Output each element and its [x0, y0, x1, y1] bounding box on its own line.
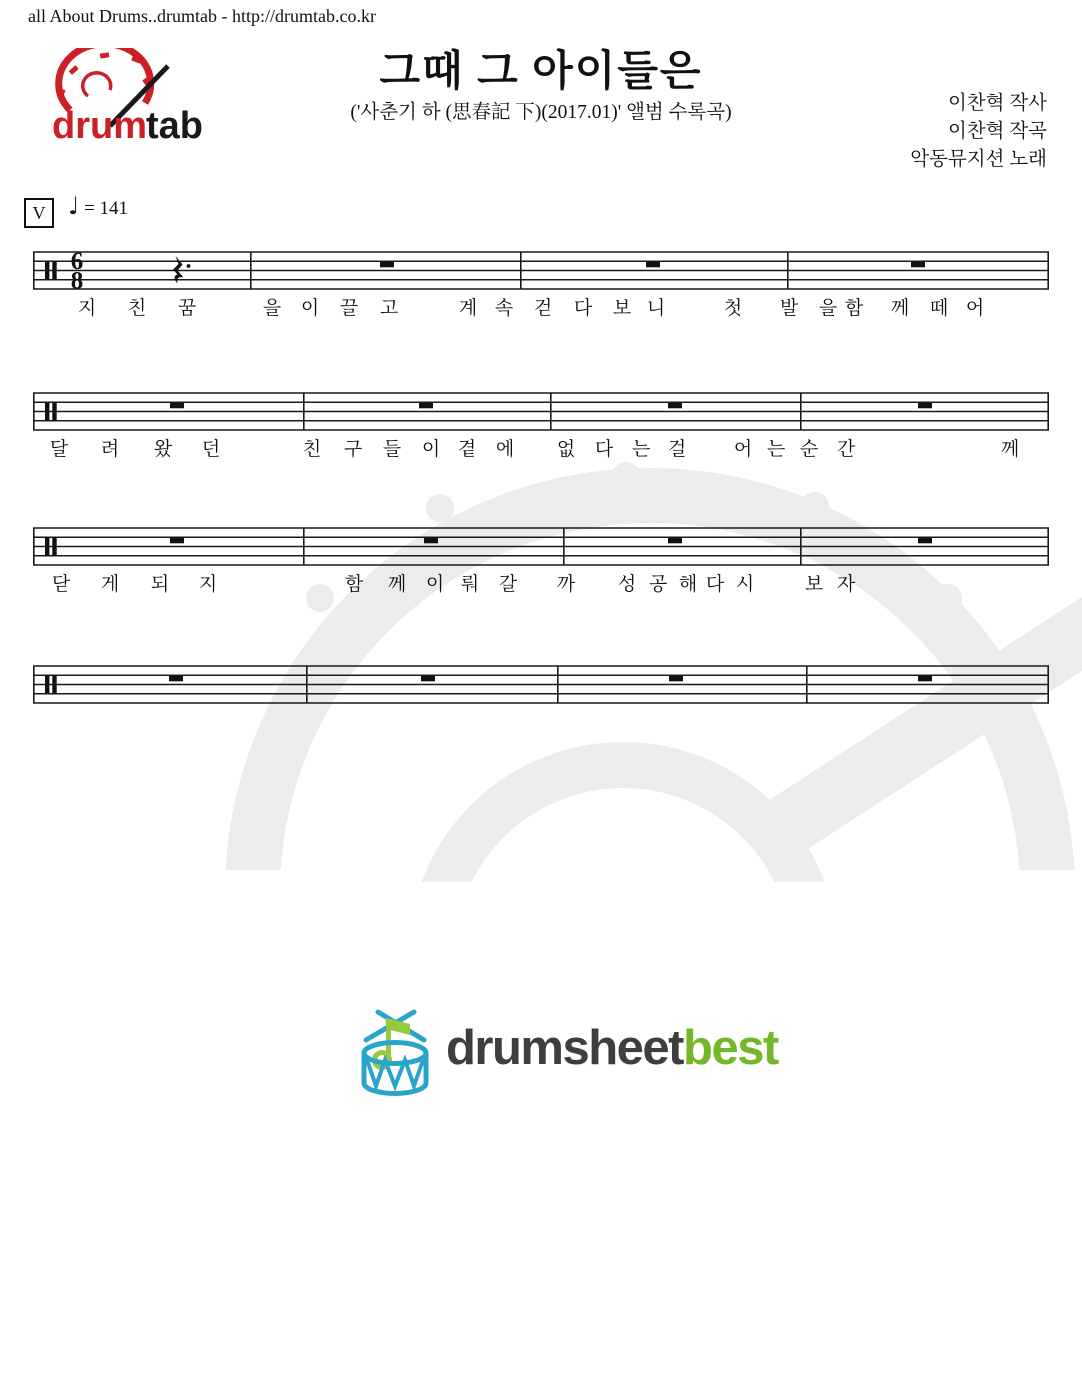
lyric-syllable: 자	[836, 574, 856, 595]
percussion-clef	[52, 261, 56, 280]
barline	[800, 393, 802, 430]
song-title: 그때 그 아이들은	[379, 49, 703, 95]
whole-measure-rest	[169, 676, 183, 681]
lyric-syllable: 해	[678, 574, 698, 595]
whole-measure-rest	[918, 403, 932, 408]
lyrics-row-2	[33, 434, 1049, 460]
percussion-clef	[45, 402, 49, 421]
system-2	[33, 392, 1049, 464]
drum-icon	[358, 998, 432, 1098]
percussion-clef	[52, 402, 56, 421]
lyric-syllable: 까	[556, 574, 576, 595]
barline	[33, 666, 35, 703]
barline	[1047, 252, 1049, 289]
staff-system-2	[33, 392, 1049, 432]
lyric-syllable: 친	[127, 298, 147, 319]
lyric-syllable: 보	[612, 298, 632, 319]
logo-word-drum: drum	[52, 105, 147, 144]
quarter-note-icon: ♩	[68, 192, 80, 220]
rehearsal-mark-box	[24, 198, 54, 228]
barline	[787, 252, 789, 289]
lyric-syllable: 계	[458, 298, 478, 319]
lyric-syllable: 달	[49, 439, 69, 460]
barline	[33, 528, 35, 565]
barline	[557, 666, 559, 703]
percussion-clef	[45, 537, 49, 556]
lyric-syllable: 걷	[533, 298, 553, 319]
percussion-clef	[45, 675, 49, 694]
staff-system-4	[33, 665, 1049, 705]
barline	[520, 252, 522, 289]
percussion-clef	[45, 261, 49, 280]
whole-measure-rest	[911, 262, 925, 267]
lyric-syllable: 순	[799, 439, 819, 460]
lyric-syllable: 을	[262, 298, 282, 319]
lyric-syllable: 이	[421, 439, 441, 460]
footer-wordmark	[446, 1020, 778, 1076]
site-header-line: all About Drums..drumtab - http://drumtab.co.kr	[28, 6, 376, 26]
barline	[33, 252, 35, 289]
lyric-syllable: 다	[705, 574, 725, 595]
credits	[910, 90, 1047, 174]
barline	[1047, 393, 1049, 430]
lyric-syllable: 는	[631, 439, 651, 460]
lyric-syllable: 성	[617, 574, 637, 595]
lyric-syllable: 에	[495, 439, 515, 460]
lyric-syllable: 들	[382, 439, 402, 460]
barline	[800, 528, 802, 565]
footer-word-best: best	[683, 1021, 778, 1075]
lyric-syllable: 께	[387, 574, 407, 595]
percussion-clef	[52, 675, 56, 694]
lyric-syllable: 곁	[457, 439, 477, 460]
lyric-syllable: 보	[804, 574, 824, 595]
lyric-syllable: 갈	[498, 574, 518, 595]
time-signature-denominator: 8	[70, 267, 84, 291]
watermark-lug-dot	[801, 492, 829, 520]
footer-word-drumsheet: drumsheet	[446, 1021, 684, 1075]
barline	[550, 393, 552, 430]
logo-word-tab: tab	[146, 105, 203, 144]
tempo-marking	[68, 192, 128, 220]
barline	[250, 252, 252, 289]
lyric-syllable: 끌	[339, 298, 359, 319]
rehearsal-mark: V	[32, 203, 46, 223]
lyric-syllable: 다	[573, 298, 593, 319]
drumsheetbest-logo	[358, 998, 778, 1098]
lyric-syllable: 발	[779, 298, 799, 319]
barline	[806, 666, 808, 703]
lyric-syllable: 친	[302, 439, 322, 460]
lyric-syllable: 던	[201, 439, 221, 460]
lyric-syllable: 공	[648, 574, 668, 595]
whole-measure-rest	[380, 262, 394, 267]
credit-composer: 이찬혁 작곡	[947, 121, 1047, 142]
whole-measure-rest	[918, 538, 932, 543]
lyric-syllable: 이	[300, 298, 320, 319]
album-note: ('사춘기 하 (思春記 下)(2017.01)' 앨범 수록곡)	[350, 102, 732, 123]
percussion-clef	[52, 537, 56, 556]
time-signature-numerator: 6	[70, 251, 84, 275]
staff-system-3	[33, 527, 1049, 567]
whole-measure-rest	[668, 538, 682, 543]
staff-system-1	[33, 251, 1049, 291]
lyric-syllable: 지	[77, 298, 97, 319]
lyric-syllable: 구	[343, 439, 363, 460]
lyric-syllable: 떼	[929, 298, 949, 319]
barline	[306, 666, 308, 703]
lyric-syllable: 걸	[667, 439, 687, 460]
system-1	[33, 251, 1049, 323]
credit-artist: 악동뮤지션 노래	[910, 149, 1047, 170]
lyric-syllable: 되	[150, 574, 170, 595]
lyric-syllable: 지	[198, 574, 218, 595]
watermark-lug-dot	[612, 462, 640, 490]
lyric-syllable: 속	[494, 298, 514, 319]
barline	[1047, 528, 1049, 565]
drum-body-icon	[364, 1043, 426, 1094]
system-4	[33, 665, 1049, 737]
barline	[563, 528, 565, 565]
lyric-syllable: 게	[100, 574, 120, 595]
lyric-syllable: 고	[379, 298, 399, 319]
lyric-syllable: 시	[735, 574, 755, 595]
lyric-syllable: 어	[965, 298, 985, 319]
lyric-syllable: 는	[766, 439, 786, 460]
barline	[303, 528, 305, 565]
watermark-lug-dot	[426, 494, 454, 522]
lyric-syllable: 께	[1000, 439, 1020, 460]
lyric-syllable: 없	[556, 439, 576, 460]
lyrics-row-1	[33, 293, 1049, 319]
lyric-syllable: 뤄	[460, 574, 480, 595]
lyric-syllable: 을	[818, 298, 838, 319]
barline	[1047, 666, 1049, 703]
whole-measure-rest	[424, 538, 438, 543]
credit-lyricist: 이찬혁 작사	[947, 93, 1047, 114]
barline	[33, 393, 35, 430]
system-3	[33, 527, 1049, 599]
tempo-bpm-text: = 141	[84, 198, 129, 219]
lyric-syllable: 께	[890, 298, 910, 319]
barline	[303, 393, 305, 430]
lyric-syllable: 첫	[723, 298, 743, 319]
lyric-syllable: 니	[646, 298, 666, 319]
lyric-syllable: 함	[344, 574, 364, 595]
whole-measure-rest	[646, 262, 660, 267]
lyric-syllable: 려	[100, 439, 120, 460]
lyric-syllable: 꿈	[177, 298, 197, 319]
whole-measure-rest	[170, 403, 184, 408]
whole-measure-rest	[421, 676, 435, 681]
lyric-syllable: 왔	[153, 439, 173, 460]
lyric-syllable: 간	[836, 439, 856, 460]
lyrics-row-3	[33, 569, 1049, 595]
whole-measure-rest	[918, 676, 932, 681]
whole-measure-rest	[669, 676, 683, 681]
whole-measure-rest	[668, 403, 682, 408]
lyric-syllable: 어	[733, 439, 753, 460]
lyric-syllable: 함	[844, 298, 864, 319]
lyric-syllable: 닫	[51, 574, 71, 595]
whole-measure-rest	[170, 538, 184, 543]
lyric-syllable: 다	[594, 439, 614, 460]
lyric-syllable: 이	[425, 574, 445, 595]
whole-measure-rest	[419, 403, 433, 408]
